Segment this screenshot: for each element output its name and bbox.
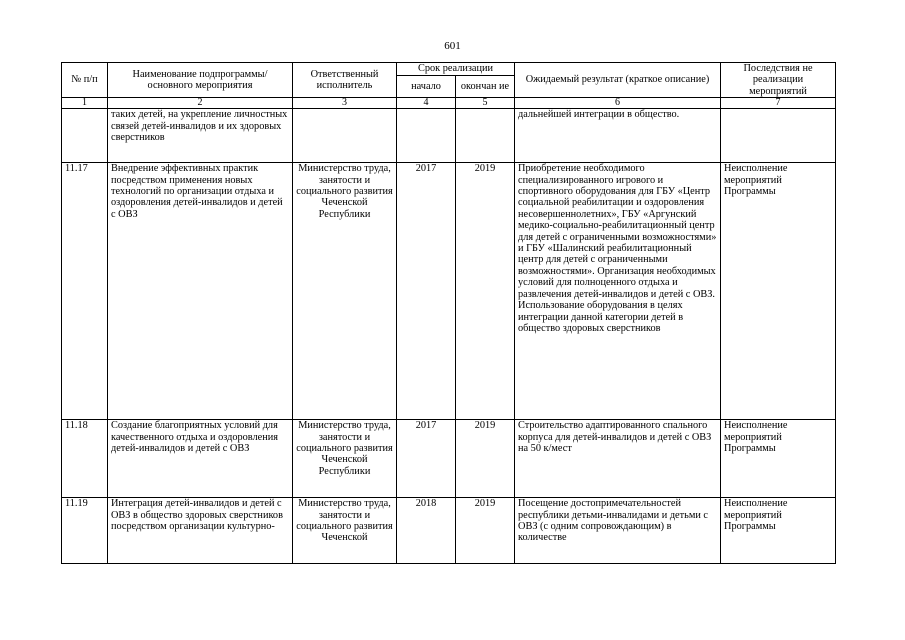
header-executor: Ответственный исполнитель [293,63,397,98]
header-name: Наименование подпрограммы/ основного мероприятия [108,63,293,98]
row-start: 2017 [397,163,456,420]
table-row [62,109,836,163]
program-table [61,62,836,564]
row-consequences: Неисполнение мероприятий Программы [721,498,836,564]
row-num: 11.18 [62,420,108,498]
row-executor: Министерство труда, занятости и социального развития Чеченской [293,498,397,564]
page-number: 601 [444,40,461,52]
row-result: Строительство адаптированного спального корпуса для детей-инвалидов и детей с ОВЗ на 50 к/мест [515,420,721,498]
header-index-6: 6 [515,98,721,109]
row-num [62,109,108,163]
row-start: 2018 [397,498,456,564]
table-row [62,498,836,564]
row-end: 2019 [456,420,515,498]
row-name: Создание благоприятных условий для качественного отдыха и оздоровления детей-инвалидов и детей с ОВЗ [108,420,293,498]
row-executor: Министерство труда, занятости и социального развития Чеченской Республики [293,420,397,498]
header-index-2: 2 [108,98,293,109]
header-index-5: 5 [456,98,515,109]
header-num: № п/п [62,63,108,98]
header-period: Срок реализации [397,63,515,76]
header-end: окончан ие [456,75,515,98]
row-consequences [721,109,836,163]
table-row [62,420,836,498]
table-row [62,163,836,420]
header-consequences: Последствия не реализации мероприятий [721,63,836,98]
row-consequences: Неисполнение мероприятий Программы [721,420,836,498]
row-executor [293,109,397,163]
row-start: 2017 [397,420,456,498]
row-end: 2019 [456,498,515,564]
row-num: 11.17 [62,163,108,420]
row-result: Посещение достопримечательностей республики детьми-инвалидами и детьми с ОВЗ (с одним сопровождающим) в количестве [515,498,721,564]
row-start [397,109,456,163]
header-index-3: 3 [293,98,397,109]
row-name: таких детей, на укрепление личностных связей детей-инвалидов и их здоровых сверстников [108,109,293,163]
row-executor: Министерство труда, занятости и социального развития Чеченской Республики [293,163,397,420]
row-result: Приобретение необходимого специализированного игрового и спортивного оборудования для ГБУ «Центр социальной реабилитации и оздоровления несовершеннолетних», ГБУ «Аргунский медико-социально-реабилитационный центр для детей с ограниченными возможностями» и ГБУ «Шалинский реабилитационный центр для детей с ограниченными возможностями». Организация необходимых условий для полноценного отдыха и развлечения детей-инвалидов и детей с ОВЗ. Использование оборудования в целях интеграции данной категории детей в общество здоровых сверстников [515,163,721,420]
row-name: Внедрение эффективных практик посредством применения новых технологий по организации отдыха и оздоровления детей-инвалидов и детей с ОВЗ [108,163,293,420]
row-num: 11.19 [62,498,108,564]
row-end [456,109,515,163]
header-index-4: 4 [397,98,456,109]
row-result: дальнейшей интеграции в общество. [515,109,721,163]
row-end: 2019 [456,163,515,420]
header-result: Ожидаемый результат (краткое описание) [515,63,721,98]
header-index-1: 1 [62,98,108,109]
row-consequences: Неисполнение мероприятий Программы [721,163,836,420]
row-name: Интеграция детей-инвалидов и детей с ОВЗ в общество здоровых сверстников посредством организации культурно- [108,498,293,564]
header-start: начало [397,75,456,98]
header-index-7: 7 [721,98,836,109]
